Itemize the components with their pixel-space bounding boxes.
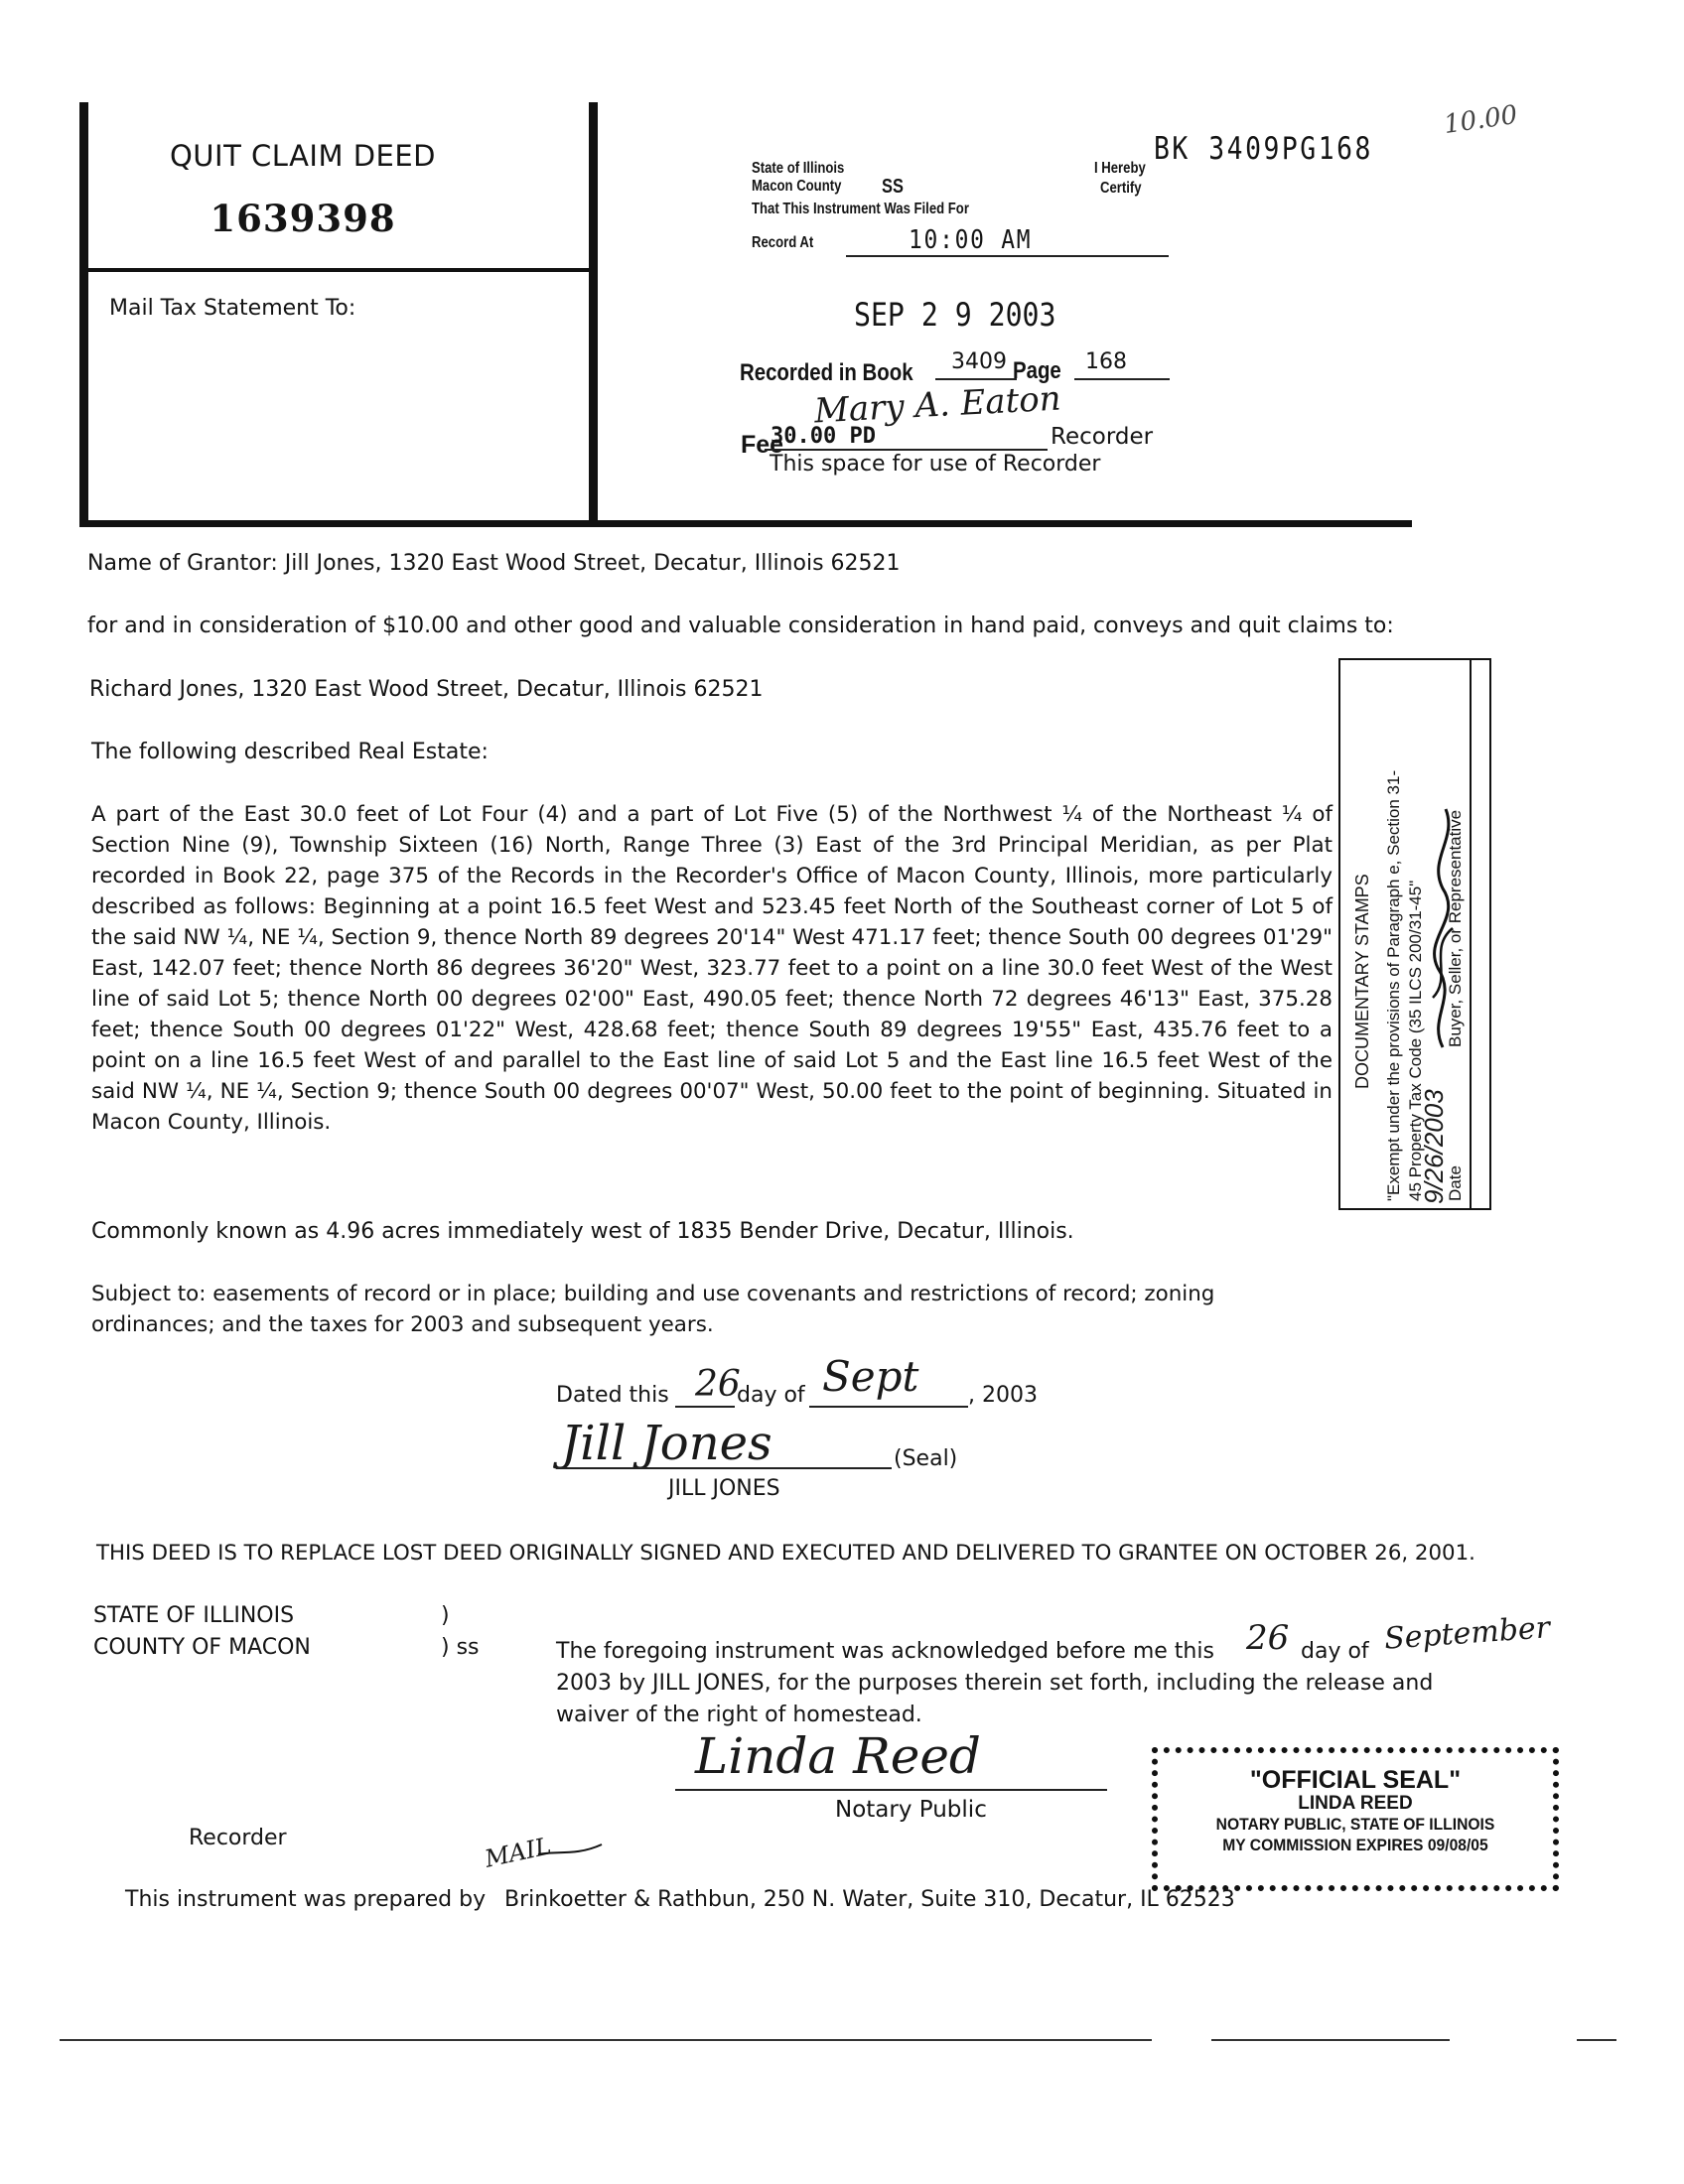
- ack-day: 26: [1246, 1618, 1290, 1658]
- record-time-underline: [846, 255, 1169, 257]
- notary-paren: ): [441, 1603, 450, 1628]
- recorder-signature: Mary A. Eaton: [813, 378, 1062, 432]
- page-label: Page: [1013, 357, 1061, 384]
- doc-stamps-buyer-label: Buyer, Seller, or Representative: [1446, 809, 1465, 1047]
- official-seal-notary: NOTARY PUBLIC, STATE OF ILLINOIS: [1215, 1815, 1495, 1834]
- notary-public-label: Notary Public: [835, 1797, 987, 1823]
- bottom-rule-right: [1211, 2039, 1450, 2041]
- dated-month: Sept: [822, 1352, 919, 1401]
- ack-prefix: The foregoing instrument was acknowledged before me this: [556, 1639, 1214, 1664]
- grantor-signature: Jill Jones: [561, 1416, 772, 1471]
- mail-note-stroke: [536, 1837, 606, 1860]
- ack-day-of: day of: [1301, 1639, 1369, 1664]
- fee-note: 10.00: [1442, 99, 1520, 141]
- stamp-record-at: Record At: [752, 234, 814, 251]
- record-time: 10:00 AM: [909, 225, 1033, 255]
- legal-description: A part of the East 30.0 feet of Lot Four (4) and a part of Lot Five (5) of the Northwest ¼ of the Northeast ¼ of Section Nine (9), Township Sixteen (16) North, Range Three (3) East of the 3rd Principal Meridian, as per Plat recorded in Book 22, page 375 of the Records in the Recorder's Office of Macon County, Illinois, more particularly described as follows: Beginning at a point 16.5 feet West and 523.45 feet North of the Southeast corner of Lot 5 of the said NW ¼, NE ¼, Section 9, thence North 89 degrees 20'14" West 471.17 feet; thence South 00 degrees 01'29" East, 142.07 feet; thence North 86 degrees 36'20" West, 323.77 feet to a point on a line 30.0 feet West of the West line of said Lot 5; thence North 00 degrees 02'00" East, 490.05 feet; thence North 72 degrees 46'13" East, 375.28 feet; thence South 00 degrees 01'22" West, 428.68 feet; thence South 89 degrees 19'55" East, 435.76 feet to a point on a line 16.5 feet West of and parallel to the East line of said Lot 5 and the East line 16.5 feet West of the said NW ¼, NE ¼, Section 9; thence South 00 degrees 00'07" West, 50.00 feet to the point of beginning. Situated in Macon County, Illinois.: [91, 802, 1333, 1135]
- official-seal-title: "OFFICIAL SEAL": [1249, 1766, 1462, 1794]
- stamp-hereby: I Hereby: [1094, 160, 1146, 177]
- doc-stamps-handwritten-date: 9/26/2003: [1419, 1089, 1449, 1204]
- stamp-ss: SS: [882, 176, 904, 198]
- fee-amount: 30.00 PD: [771, 424, 876, 449]
- doc-stamps-date-label: Date: [1446, 1165, 1465, 1201]
- header-box-left-border: [79, 102, 88, 524]
- notary-signature-line: [675, 1789, 1107, 1791]
- ack-month: September: [1382, 1610, 1552, 1657]
- common-description: Commonly known as 4.96 acres immediately west of 1835 Bender Drive, Decatur, Illinois.: [91, 1219, 1074, 1244]
- consideration-line: for and in consideration of $10.00 and other good and valuable consideration in hand paid, conveys and quit claims to:: [87, 614, 1394, 638]
- book-page-stamp: BK 3409PG168: [1154, 131, 1373, 167]
- ack-line3: waiver of the right of homestead.: [556, 1703, 922, 1727]
- official-seal-expires: MY COMMISSION EXPIRES 09/08/05: [1222, 1836, 1488, 1854]
- page-number: 168: [1085, 349, 1127, 374]
- page-underline: [1074, 378, 1170, 380]
- document-number: 1639398: [210, 197, 396, 240]
- header-box-divider: [79, 268, 598, 272]
- stamp-state: State of Illinois: [752, 160, 845, 177]
- recorder-space-note: This space for use of Recorder: [770, 452, 1101, 477]
- fee-label: Fee: [741, 431, 784, 459]
- real-estate-heading: The following described Real Estate:: [91, 740, 489, 764]
- grantor-printed-name: JILL JONES: [668, 1476, 780, 1501]
- recorder-bottom-label: Recorder: [189, 1826, 287, 1850]
- doc-stamps-exempt-line1: "Exempt under the provisions of Paragraph e, Section 31-: [1384, 769, 1403, 1201]
- mail-handwritten-note: MAIL: [482, 1832, 554, 1873]
- bottom-rule-far: [1577, 2039, 1616, 2041]
- header-box-middle-border: [589, 102, 598, 524]
- notary-county: COUNTY OF MACON: [93, 1635, 311, 1660]
- dated-day-of: day of: [737, 1383, 805, 1408]
- subject-to: Subject to: easements of record or in place; building and use covenants and restrictions of record; zoning ordinances; and the taxes for 2003 and subsequent years.: [91, 1282, 1215, 1337]
- header-box-bottom-border: [79, 520, 1412, 527]
- stamp-certify: Certify: [1100, 180, 1142, 197]
- mail-tax-statement-label: Mail Tax Statement To:: [109, 296, 356, 321]
- recorder-label: Recorder: [1051, 424, 1154, 450]
- official-seal: [1152, 1747, 1559, 1891]
- bottom-rule-left: [60, 2039, 1152, 2041]
- notary-signature: Linda Reed: [695, 1727, 981, 1785]
- preparer-firm: Brinkoetter & Rathbun, 250 N. Water, Suite 310, Decatur, IL 62523: [504, 1887, 1235, 1912]
- notary-state: STATE OF ILLINOIS: [93, 1603, 295, 1628]
- doc-stamps-inner-line: [1470, 660, 1472, 1208]
- grantee-line: Richard Jones, 1320 East Wood Street, Decatur, Illinois 62521: [89, 677, 764, 702]
- fee-underline: [765, 449, 1048, 451]
- stamp-county: Macon County: [752, 178, 842, 195]
- preparer-prefix: This instrument was prepared by: [125, 1887, 487, 1912]
- book-number: 3409: [951, 349, 1007, 374]
- dated-year: , 2003: [968, 1383, 1038, 1408]
- dated-prefix: Dated this: [556, 1383, 669, 1408]
- doc-stamps-title: DOCUMENTARY STAMPS: [1352, 874, 1372, 1089]
- notary-ss: ) ss: [441, 1635, 480, 1660]
- recorded-in-book-label: Recorded in Book: [740, 359, 913, 386]
- replace-deed-note: THIS DEED IS TO REPLACE LOST DEED ORIGINALLY SIGNED AND EXECUTED AND DELIVERED TO GRANTEE ON OCTOBER 26, 2001.: [96, 1541, 1475, 1566]
- documentary-stamps-box: [1338, 658, 1491, 1210]
- seal-label: (Seal): [894, 1446, 958, 1471]
- doc-stamps-exempt-line2: 45 Property Tax Code (35 ILCS 200/31-45": [1406, 880, 1425, 1201]
- deed-title: QUIT CLAIM DEED: [169, 139, 437, 173]
- dated-month-underline: [809, 1406, 968, 1408]
- dated-day-underline: [675, 1406, 735, 1408]
- book-underline: [935, 378, 1017, 380]
- grantor-line: Name of Grantor: Jill Jones, 1320 East Wood Street, Decatur, Illinois 62521: [87, 551, 901, 576]
- doc-stamps-signature-scribble: [1418, 799, 1468, 1057]
- grantor-signature-line: [556, 1467, 892, 1469]
- stamp-filed-line: That This Instrument Was Filed For: [752, 201, 969, 217]
- dated-day: 26: [695, 1364, 741, 1405]
- recorded-date: SEP 2 9 2003: [854, 296, 1056, 334]
- ack-line2: 2003 by JILL JONES, for the purposes therein set forth, including the release and: [556, 1671, 1434, 1696]
- official-seal-name: LINDA REED: [1298, 1793, 1413, 1814]
